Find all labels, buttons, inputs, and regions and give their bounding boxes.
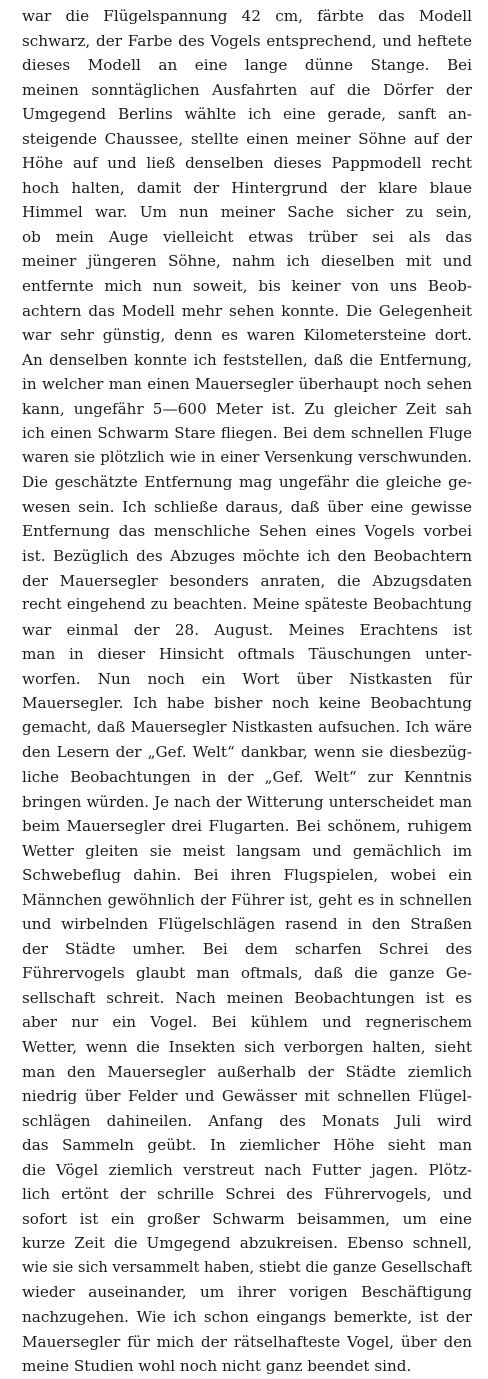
text-line: worfen. Nun noch ein Wort über Nistkasten für bbox=[22, 669, 472, 688]
text-line: liche Beobachtungen in der „Gef. Welt“ zur Kenntnis bbox=[22, 767, 472, 786]
text-line: meiner jüngeren Söhne, nahm ich dieselben mit und bbox=[22, 252, 472, 271]
text-line: achtern das Modell mehr sehen konnte. Die Gelegenheit bbox=[22, 301, 472, 320]
text-line: ich einen Schwarm Stare fliegen. Bei dem schnellen Fluge bbox=[22, 424, 472, 443]
text-line: Wetter gleiten sie meist langsam und gemächlich im bbox=[22, 841, 472, 860]
text-line: Höhe auf und ließ denselben dieses Pappmodell recht bbox=[22, 154, 472, 173]
text-line: lich ertönt der schrille Schrei des Führervogels, und bbox=[22, 1185, 472, 1204]
text-line: An denselben konnte ich feststellen, daß die Entfernung, bbox=[22, 350, 472, 369]
text-line: die Vögel ziemlich verstreut nach Futter jagen. Plötz- bbox=[22, 1160, 472, 1179]
text-line: man den Mauersegler außerhalb der Städte ziemlich bbox=[22, 1062, 472, 1081]
text-line: niedrig über Felder und Gewässer mit schnellen Flügel- bbox=[22, 1087, 472, 1106]
text-line: ist. Bezüglich des Abzuges möchte ich den Beobachtern bbox=[22, 547, 472, 566]
text-line: schlägen dahineilen. Anfang des Monats Juli wird bbox=[22, 1111, 472, 1130]
text-line: sellschaft schreit. Nach meinen Beobachtungen ist es bbox=[22, 988, 472, 1007]
text-line: Entfernung das menschliche Sehen eines Vogels vorbei bbox=[22, 522, 472, 541]
text-line: ob mein Auge vielleicht etwas trüber sei als das bbox=[22, 227, 472, 246]
text-line: Himmel war. Um nun meiner Sache sicher zu sein, bbox=[22, 203, 472, 222]
text-line: meine Studien wohl noch nicht ganz beendet sind. bbox=[22, 1357, 412, 1376]
text-line: nachzugehen. Wie ich schon eingangs bemerkte, ist der bbox=[22, 1307, 472, 1326]
text-line: Wetter, wenn die Insekten sich verborgen halten, sieht bbox=[22, 1037, 472, 1056]
text-line: war sehr günstig, denn es waren Kilometersteine dort. bbox=[22, 326, 472, 345]
text-line: bringen würden. Je nach der Witterung unterscheidet man bbox=[22, 792, 472, 811]
text-line: das Sammeln geübt. In ziemlicher Höhe sieht man bbox=[22, 1136, 472, 1155]
text-line: wieder auseinander, um ihrer vorigen Beschäftigung bbox=[22, 1283, 472, 1302]
text-line: entfernte mich nun soweit, bis keiner von uns Beob- bbox=[22, 277, 472, 296]
text-line: den Lesern der „Gef. Welt“ dankbar, wenn sie diesbezüg- bbox=[22, 743, 472, 762]
text-line: waren sie plötzlich wie in einer Versenkung verschwunden. bbox=[22, 448, 472, 466]
text-line: war die Flügelspannung 42 cm, färbte das Modell bbox=[22, 7, 472, 25]
text-line: war einmal der 28. August. Meines Erachtens ist bbox=[22, 620, 472, 639]
text-line: steigende Chaussee, stellte einen meiner Söhne auf der bbox=[22, 129, 472, 148]
text-line: Die geschätzte Entfernung mag ungefähr die gleiche ge- bbox=[22, 473, 472, 492]
text-line: Umgegend Berlins wählte ich eine gerade, sanft an- bbox=[22, 105, 472, 124]
text-line: schwarz, der Farbe des Vogels entsprechend, und heftete bbox=[22, 31, 472, 50]
text-line: sofort ist ein großer Schwarm beisammen, um eine bbox=[22, 1209, 472, 1228]
text-line: beim Mauersegler drei Flugarten. Bei schönem, ruhigem bbox=[22, 817, 472, 836]
text-line: der Städte umher. Bei dem scharfen Schrei des bbox=[22, 939, 472, 958]
text-line: wesen sein. Ich schließe daraus, daß über eine gewisse bbox=[22, 497, 472, 516]
text-line: gemacht, daß Mauersegler Nistkasten aufsuchen. Ich wäre bbox=[22, 718, 472, 736]
text-line: Männchen gewöhnlich der Führer ist, geht es in schnellen bbox=[22, 890, 472, 909]
text-line: aber nur ein Vogel. Bei kühlem und regnerischem bbox=[22, 1013, 472, 1032]
text-line: kurze Zeit die Umgegend abzukreisen. Ebenso schnell, bbox=[22, 1234, 472, 1253]
text-line: hoch halten, damit der Hintergrund der klare blaue bbox=[22, 178, 472, 197]
text-line: der Mauersegler besonders anraten, die Abzugsdaten bbox=[22, 571, 472, 590]
text-line: Mauersegler für mich der rätselhafteste Vogel, über den bbox=[22, 1332, 472, 1351]
text-line: wie sie sich versammelt haben, stiebt die ganze Gesellschaft bbox=[22, 1258, 472, 1276]
text-line: dieses Modell an eine lange dünne Stange. Bei bbox=[22, 56, 472, 75]
text-line: Mauersegler. Ich habe bisher noch keine Beobachtung bbox=[22, 694, 472, 713]
text-line: Schwebeflug dahin. Bei ihren Flugspielen, wobei ein bbox=[22, 866, 472, 885]
text-column bbox=[22, 4, 472, 1379]
text-line: recht eingehend zu beachten. Meine späteste Beobachtung bbox=[22, 596, 472, 614]
text-line: kann, ungefähr 5—600 Meter ist. Zu gleicher Zeit sah bbox=[22, 399, 472, 418]
text-line: und wirbelnden Flügelschlägen rasend in den Straßen bbox=[22, 915, 472, 934]
text-line: meinen sonntäglichen Ausfahrten auf die Dörfer der bbox=[22, 80, 472, 99]
text-line: Führervogels glaubt man oftmals, daß die ganze Ge- bbox=[22, 964, 472, 983]
text-line: in welcher man einen Mauersegler überhaupt noch sehen bbox=[22, 375, 472, 394]
text-line: man in dieser Hinsicht oftmals Täuschungen unter- bbox=[22, 645, 472, 664]
